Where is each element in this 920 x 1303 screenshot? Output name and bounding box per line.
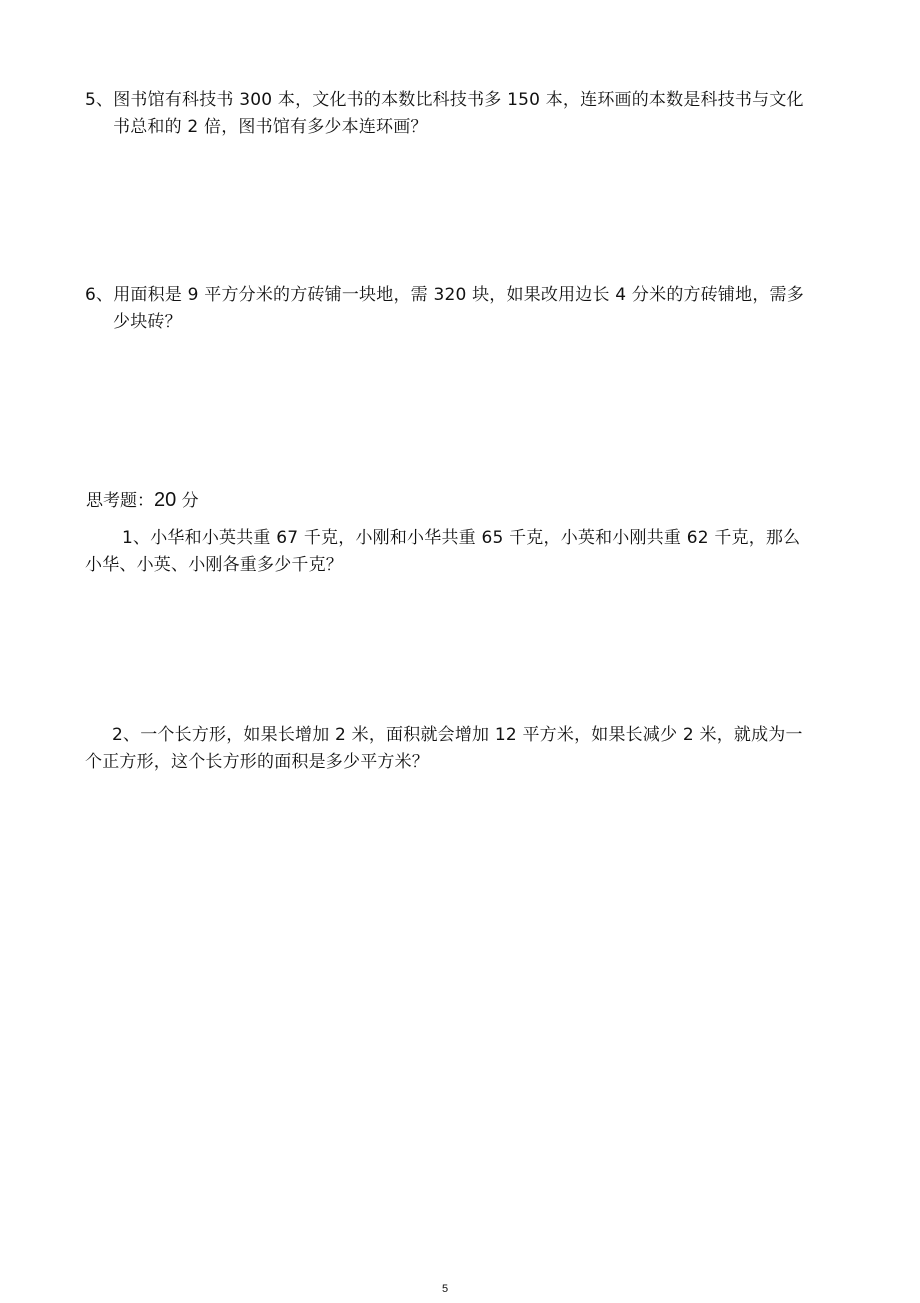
thinking-section-title <box>86 486 199 515</box>
thinking-section-score: 20 <box>154 489 177 511</box>
question-6-line-1: 6、用面积是 9 平方分米的方砖铺一块地，需 320 块，如果改用边长 4 分米的方砖铺地，需多 <box>85 285 804 305</box>
question-6 <box>85 282 804 336</box>
question-5-line-1: 5、图书馆有科技书 300 本，文化书的本数比科技书多 150 本，连环画的本数是科技书与文化 <box>85 90 804 110</box>
thinking-question-1 <box>85 525 800 579</box>
question-5-line-2: 书总和的 2 倍，图书馆有多少本连环画？ <box>113 117 428 137</box>
thinking-question-2 <box>85 722 803 776</box>
thinking-question-2-line-1: 2、一个长方形，如果长增加 2 米，面积就会增加 12 平方米，如果长减少 2 米，就成为一 <box>112 725 803 745</box>
thinking-section-unit: 分 <box>181 491 199 511</box>
page-number: 5 <box>441 1283 449 1295</box>
thinking-question-1-line-2: 小华、小英、小刚各重多少千克？ <box>85 555 343 575</box>
thinking-section-label: 思考题： <box>86 491 154 511</box>
thinking-question-1-line-1: 1、小华和小英共重 67 千克，小刚和小华共重 65 千克，小英和小刚共重 62 千克，那么 <box>122 528 801 548</box>
thinking-question-2-line-2: 个正方形，这个长方形的面积是多少平方米？ <box>85 752 429 772</box>
question-6-line-2: 少块砖？ <box>113 312 182 332</box>
question-5 <box>85 87 804 141</box>
